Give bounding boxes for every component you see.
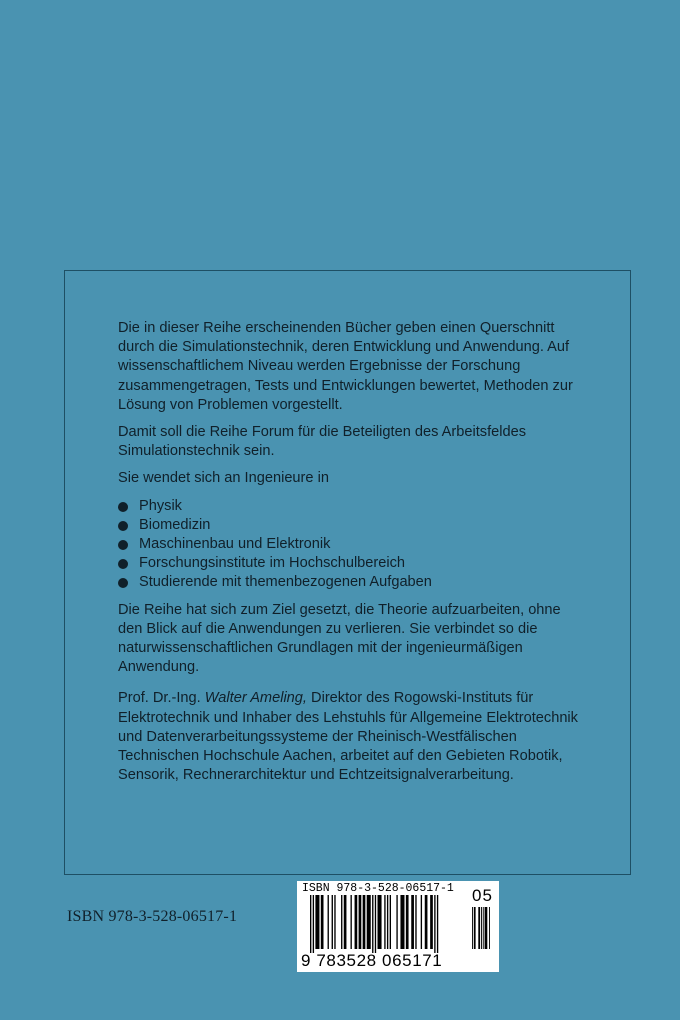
barcode-bar <box>421 895 422 949</box>
text-frame <box>64 270 631 875</box>
addon-bar <box>483 907 484 949</box>
list-item-label: Physik <box>139 497 182 514</box>
barcode-bar <box>406 895 409 949</box>
barcode-bar <box>359 895 362 949</box>
barcode-bar <box>344 895 347 949</box>
barcode-bar <box>415 895 416 949</box>
barcode-bar <box>355 895 358 949</box>
isbn-label: ISBN 978-3-528-06517-1 <box>67 908 238 925</box>
barcode-bar <box>390 895 391 949</box>
list-item <box>118 554 578 573</box>
barcode-addon-digits: 05 <box>472 886 493 905</box>
list-item-label: Biomedizin <box>139 516 211 533</box>
barcode-bar <box>425 895 428 949</box>
bullet-icon <box>118 521 128 531</box>
addon-bar <box>481 907 482 949</box>
goal-paragraph: Die Reihe hat sich zum Ziel gesetzt, die Theorie aufzuarbeiten, ohne den Blick auf die Anwendungen zu verlieren. Sie verbindet so die naturwissenschaftlichen Grundlagen mit der ingenieurmäßigen Anwendung. <box>118 601 561 676</box>
barcode-bar <box>387 895 388 949</box>
editor-paragraph <box>118 689 578 785</box>
addon-bar <box>485 907 488 949</box>
barcode-bar <box>315 895 319 949</box>
barcode-bar <box>313 895 314 953</box>
list-item-label: Maschinenbau und Elektronik <box>139 536 331 553</box>
audience-list <box>118 497 578 593</box>
barcode <box>297 881 499 972</box>
barcode-digits: 9 783528 065171 <box>301 951 443 970</box>
barcode-bar <box>321 895 324 949</box>
addon-bar <box>489 907 490 949</box>
editor-prefix: Prof. Dr.-Ing. <box>118 690 205 707</box>
barcode-bar <box>334 895 335 949</box>
barcode-bar <box>310 895 311 953</box>
barcode-bar <box>375 895 376 953</box>
barcode-bar <box>384 895 385 949</box>
barcode-bar <box>332 895 333 949</box>
editor-name: Walter Ameling, <box>204 690 307 707</box>
bullet-icon <box>118 578 128 588</box>
intro-paragraph: Die in dieser Reihe erscheinenden Bücher geben einen Querschnitt durch die Simulationstechnik, deren Entwicklung und Anwendung. Auf wissenschaftlichem Niveau werden Ergebnisse der Forschung zusammengetragen, Tests und Entwicklungen bewertet, Methoden zur Lösung von Problemen vorgestellt. <box>118 320 573 413</box>
barcode-bar <box>400 895 404 949</box>
barcode-bar <box>378 895 382 949</box>
barcode-bar <box>396 895 397 949</box>
audience-paragraph: Sie wendet sich an Ingenieure in <box>118 470 329 487</box>
list-item <box>118 516 578 535</box>
list-item-label: Forschungsinstitute im Hochschulbereich <box>139 555 406 572</box>
barcode-isbn-line: ISBN 978-3-528-06517-1 <box>302 882 454 895</box>
barcode-bar <box>351 895 352 949</box>
barcode-bar <box>437 895 438 953</box>
addon-bar <box>472 907 473 949</box>
barcode-bar <box>372 895 373 953</box>
barcode-bar <box>363 895 366 949</box>
list-item <box>118 535 578 554</box>
list-item-label: Studierende mit themenbezogenen Aufgaben <box>139 574 432 591</box>
bullet-icon <box>118 502 128 512</box>
addon-bar <box>474 907 476 949</box>
addon-bar <box>478 907 480 949</box>
list-item <box>118 497 578 516</box>
editor-text: Direktor des Rogowski-Instituts für Elektrotechnik und Inhaber des Lehstuhls für Allgemeine Elektrotechnik und Datenverarbeitungssysteme der Rheinisch-Westfälischen Technischen Hochschule Aachen, arbeitet auf den Gebieten Robotik, Sensorik, Rechnerarchitektur und Echtzeitsignalverarbeitung. <box>118 690 578 784</box>
barcode-bar <box>341 895 342 949</box>
barcode-bar <box>434 895 435 953</box>
barcode-bar <box>328 895 329 949</box>
barcode-bar <box>367 895 371 949</box>
barcode-bar <box>411 895 414 949</box>
forum-paragraph: Damit soll die Reihe Forum für die Beteiligten des Arbeitsfeldes Simulationstechnik sein. <box>118 424 527 460</box>
bullet-icon <box>118 559 128 569</box>
barcode-bar <box>430 895 433 949</box>
list-item <box>118 573 578 592</box>
bullet-icon <box>118 540 128 550</box>
back-cover-text <box>118 319 578 793</box>
